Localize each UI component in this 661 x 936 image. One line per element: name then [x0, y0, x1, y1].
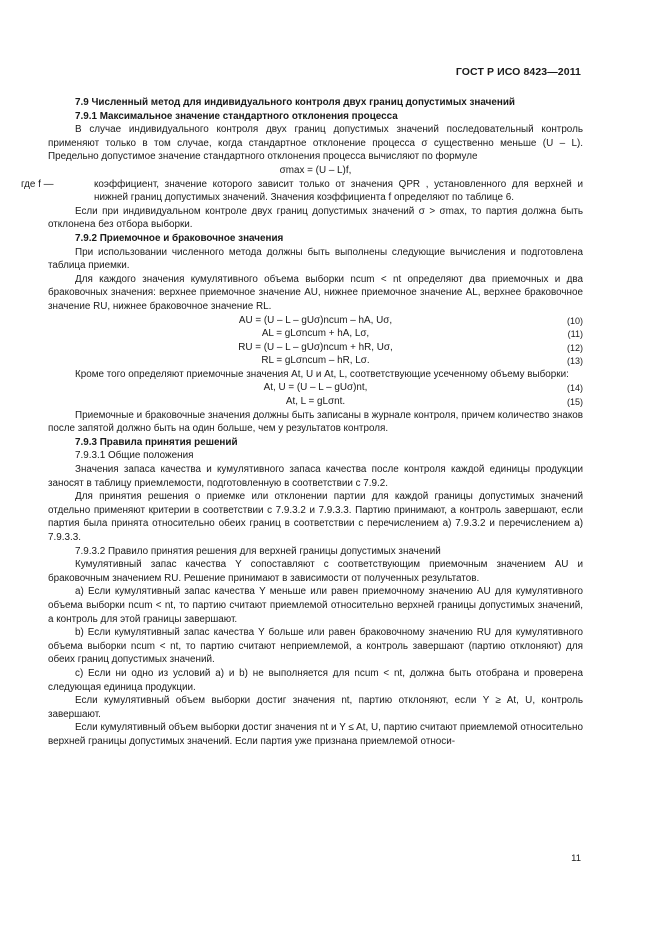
section-7-9-2-heading: 7.9.2 Приемочное и браковочное значения	[75, 232, 284, 244]
subsection-7-9-3-1: 7.9.3.1 Общие положения	[75, 450, 194, 462]
paragraph: Значения запаса качества и кумулятивного запаса качества после контроля каждой единицы продукции заносят в таблицу приемлемости, подготовленную в соответствии с 7.9.2.	[48, 464, 583, 489]
section-7-9-heading: 7.9 Численный метод для индивидуального контроля двух границ допустимых значений	[75, 97, 515, 108]
section-7-9-3-heading: 7.9.3 Правила принятия решений	[75, 436, 238, 448]
subsection-7-9-3-2: 7.9.3.2 Правило принятия решения для верхней границы допустимых значений	[75, 545, 441, 557]
list-item-c: с) Если ни одно из условий а) и b) не выполняется для ncum < nt, должна быть отобрана и проверена следующая единица продукции.	[48, 667, 583, 693]
paragraph: Кумулятивный запас качества Y сопоставляют с соответствующим приемочным значением AU и браковочным значением RU. Решение принимают в зависимости от полученных результатов.	[48, 559, 583, 584]
paragraph: В случае индивидуального контроля двух границ допустимых значений последовательный контроль применяют только в том случае, когда стандартное отклонение процесса σ существенно меньше (U – L). Предельно допустимое значение стандартного отклонения процесса вычисляют по формуле	[48, 124, 583, 163]
formula-12: RU = (U – L – gUσ)ncum + hR, Uσ, (12)	[238, 341, 583, 353]
where-label: где f —	[21, 178, 54, 190]
list-item-a: а) Если кумулятивный запас качества Y меньше или равен приемочному значению AU для кумулятивного объема выборки ncum < nt, то партию считают приемлемой относительно верхней границы допустимых значений, а контроль для этой границы завершают.	[48, 586, 583, 625]
paragraph: Если кумулятивный объем выборки достиг значения nt и Y ≤ At, U, партию считают приемлемой относительно верхней границы допустимых значений. Если партия уже признана приемлемой относи-	[48, 722, 583, 747]
formula-13: RL = gLσncum – hR, Lσ. (13)	[261, 355, 583, 367]
formula-10: AU = (U – L – gUσ)ncum – hA, Uσ, (10)	[238, 314, 583, 326]
page-number: 11	[571, 853, 581, 864]
standard-header: ГОСТ Р ИСО 8423—2011	[455, 66, 581, 78]
paragraph: Для каждого значения кумулятивного объема выборки ncum < nt определяют два приемочных и два браковочных значения: верхнее приемочное значение AU, нижнее приемочное значение AL, верхнее браковочное значение RU, нижнее браковочное значение RL.	[48, 273, 583, 312]
paragraph: Если кумулятивный объем выборки достиг значения nt, партию отклоняют, если Y ≥ At, U, контроль завершают.	[48, 695, 583, 720]
paragraph: При использовании численного метода должны быть выполнены следующие вычисления и подготовлена таблица приемки.	[48, 246, 583, 272]
paragraph: Кроме того определяют приемочные значения At, U и At, L, соответствующие усеченному объему выборки:	[75, 368, 569, 380]
formula-11: AL = gLσncum + hA, Lσ, (11)	[261, 328, 583, 340]
where-clause	[21, 178, 583, 205]
paragraph: Приемочные и браковочные значения должны быть записаны в журнале контроля, причем количество знаков после запятой должно быть на один больше, чем у результатов контроля.	[48, 409, 583, 435]
page-content	[21, 96, 583, 749]
paragraph: Если при индивидуальном контроле двух границ допустимых значений σ > σmax, то партия должна быть отклонена без отбора выборки.	[48, 205, 583, 231]
formula-sigma-max: σmax = (U – L)f,	[279, 164, 352, 176]
section-7-9-1-heading: 7.9.1 Максимальное значение стандартного отклонения процесса	[75, 110, 398, 122]
list-item-b: b) Если кумулятивный запас качества Y больше или равен браковочному значению RU для кумулятивного объема выборки ncum < nt, то партию считают неприемлемой, а контроль завершают (партию отклоняют) для обеих границ допустимых значений.	[48, 627, 583, 666]
where-text: коэффициент, значение которого зависит только от значения QPR , установленного для верхней и нижней границ допустимых значений. Значения коэффициента f определяют по таблице 6.	[94, 178, 583, 204]
formula-15: At, L = gLσnt. (15)	[285, 396, 583, 408]
paragraph: Для принятия решения о приемке или отклонении партии для каждой границы допустимых значений отдельно применяют критерии в соответствии с 7.9.3.2 и 7.9.3.3. Партию принимают, а контроль завершают, если партия была принята относительно обеих границ в соответствии с перечислением а) 7.9.3.2 и перечислением а) 7.9.3.3.	[48, 491, 583, 543]
formula-14: At, U = (U – L – gUσ)nt, (14)	[263, 382, 583, 394]
